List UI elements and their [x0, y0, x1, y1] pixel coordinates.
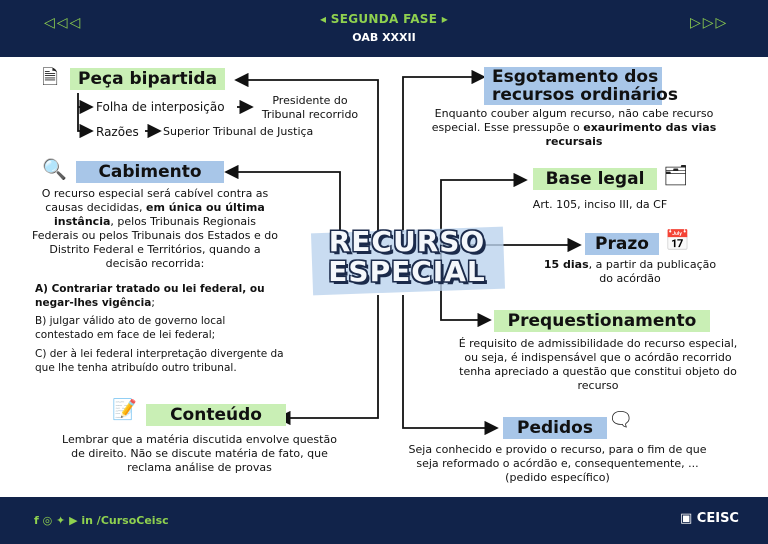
esgotamento-title-line1: Esgotamento dos [492, 67, 659, 87]
base-legal-title: Base legal [533, 168, 657, 190]
prazo-text [540, 258, 720, 286]
folha-destination: Presidente do Tribunal recorrido [261, 94, 359, 121]
cabimento-item-a-text: A) Contrariar tratado ou lei federal, ou negar-lhes vigência [35, 283, 265, 309]
center-title [325, 227, 489, 287]
checklist-icon: 📝 [112, 397, 137, 421]
prazo-days: 15 dias [543, 258, 589, 271]
cabimento-intro-a: O recurso especial será cabível contra as causas decididas, [41, 187, 269, 214]
pedidos-text: Seja conhecido e provido o recurso, para o fim de que seja reformado o acórdão e, consequentemente, ... (pedido específico) [408, 443, 707, 484]
cabimento-item-a [35, 282, 285, 310]
peca-title: Peça bipartida [70, 68, 225, 90]
cabimento-item-a-suffix: ; [151, 297, 155, 309]
cabimento-intro [30, 187, 280, 271]
prazo-title: Prazo [585, 233, 659, 255]
prazo-rest: , a partir da publicação do acórdão [588, 258, 717, 285]
cabimento-item-b: B) julgar válido ato de governo local contestado em face de lei federal; [35, 315, 226, 341]
conteudo-title: Conteúdo [146, 404, 286, 426]
cabimento-intro-c: , pelos Tribunais Regionais Federais ou pelos Tribunais dos Estados e do Distrito Federal e Territórios, quando a decisão recorrida: [32, 215, 278, 270]
esgotamento-text-bold: exaurimento das vias recursais [545, 121, 717, 148]
folha-label: Folha de interposição [96, 100, 225, 114]
base-legal-text: Art. 105, inciso III, da CF [532, 198, 668, 211]
prequestionamento-title: Prequestionamento [494, 310, 710, 332]
cabimento-intro-bold: em única ou última instância [54, 201, 265, 228]
calendar-icon: 📅 [665, 228, 690, 252]
cabimento-item-c: C) der à lei federal interpretação divergente da que lhe tenha atribuído outro tribunal. [35, 348, 284, 374]
cabimento-title: Cabimento [76, 161, 224, 183]
brand-logo: ▣ CEISC [680, 511, 739, 526]
law-book-icon: 🗂 [663, 163, 689, 187]
magnifier-icon: 🔍 [42, 157, 67, 181]
phase-label: ◂ SEGUNDA FASE ▸ [319, 12, 449, 26]
razoes-label: Razões [96, 125, 139, 139]
deco-arrows-right: ▷▷▷ [690, 15, 729, 31]
conteudo-text: Lembrar que a matéria discutida envolve questão de direito. Não se discute matéria de fato, que reclama análise de provas [62, 433, 337, 474]
social-links[interactable]: f ◎ ✦ ▶ in /CursoCeisc [34, 514, 169, 527]
center-title-line1: RECURSO [328, 225, 486, 258]
person-speech-icon: 🗨 [608, 407, 634, 431]
center-title-line2: ESPECIAL [328, 255, 486, 288]
prequestionamento-text: É requisito de admissibilidade do recurso especial, ou seja, é indispensável que o acórdão recorrido tenha apreciado a questão que constitui objeto do recurso [458, 337, 738, 392]
pedidos-title: Pedidos [503, 417, 607, 439]
esgotamento-title [484, 67, 678, 105]
esgotamento-text [418, 107, 730, 149]
razoes-destination: Superior Tribunal de Justiça [163, 125, 314, 138]
esgotamento-text-a: Enquanto couber algum recurso, não cabe recurso especial. Esse pressupõe o [431, 107, 714, 134]
esgotamento-title-line2: recursos ordinários [492, 85, 678, 105]
deco-arrows-left: ◁◁◁ [44, 15, 83, 31]
exam-label: OAB XXXII [352, 31, 416, 44]
document-icon: 🗎 [42, 65, 59, 89]
